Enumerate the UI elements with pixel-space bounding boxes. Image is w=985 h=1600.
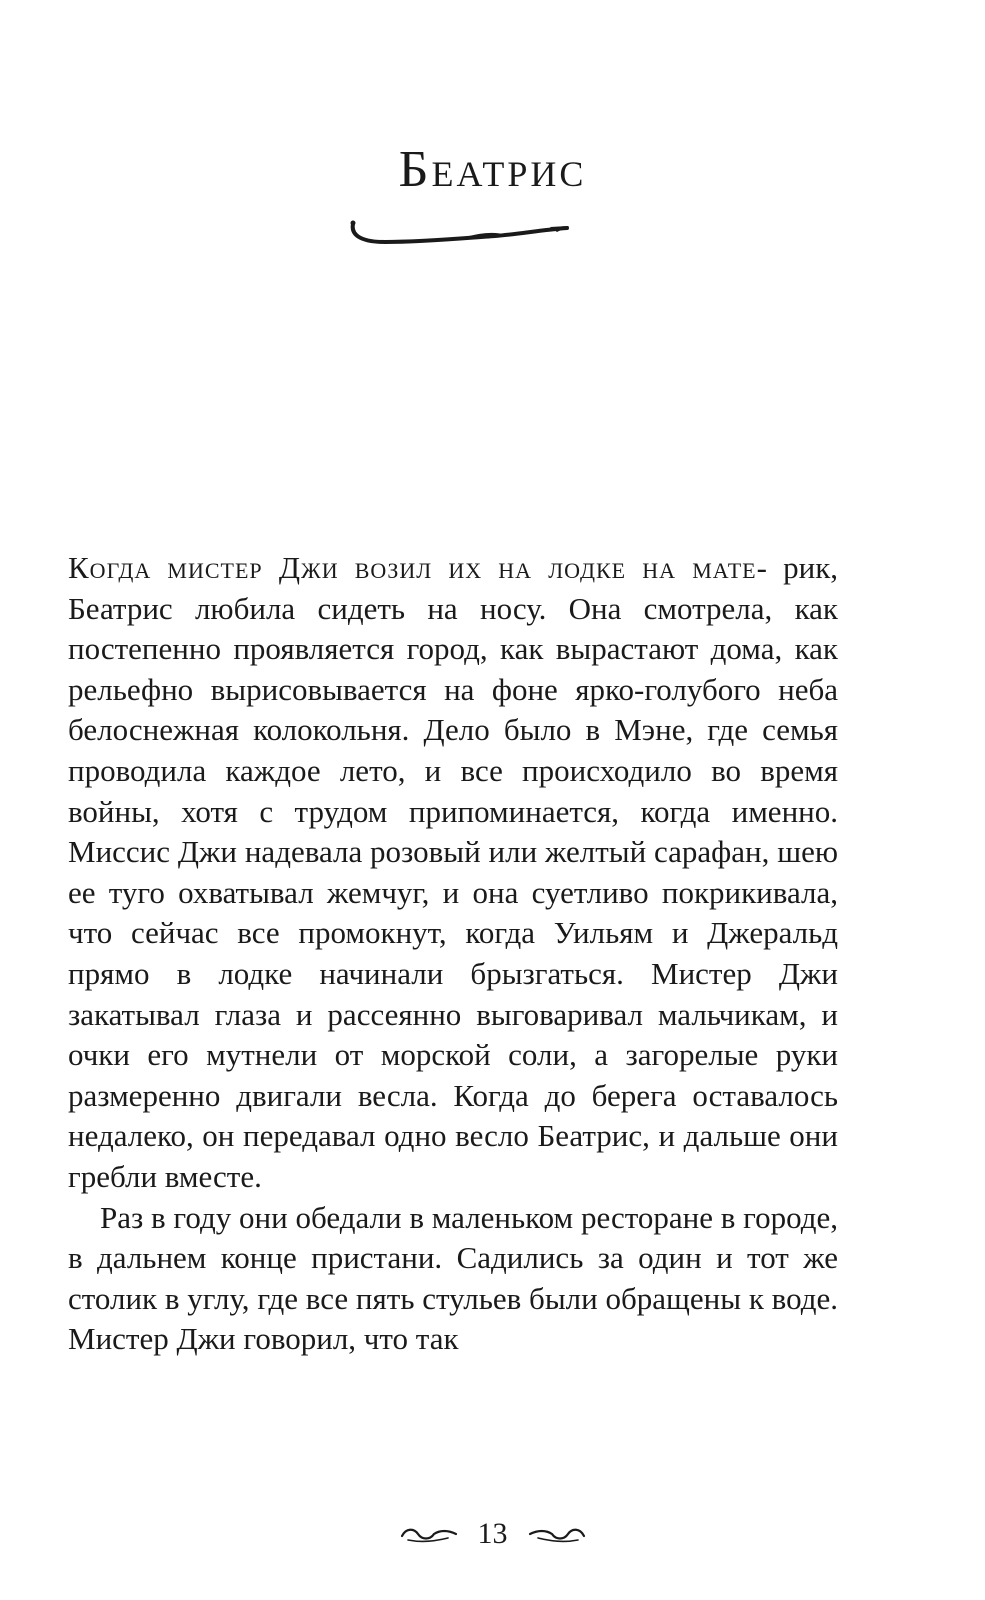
flourish-underline-icon bbox=[345, 212, 575, 252]
page-footer bbox=[0, 1512, 985, 1556]
paragraph: Раз в году они обедали в маленьком ресторане в городе, в дальнем конце пристани. Садились за один и тот же столик в углу, где все пять стульев были обращены к воде. Мистер Джи говорил, что так bbox=[68, 1199, 838, 1357]
chapter-body bbox=[68, 548, 838, 1360]
lead-in-text: Когда мистер Джи возил их на лодке на мате- bbox=[68, 550, 768, 585]
chapter-title: Беатрис bbox=[398, 141, 587, 198]
wave-ornament-right-icon bbox=[526, 1522, 588, 1546]
wave-ornament-left-icon bbox=[398, 1522, 460, 1546]
paragraph bbox=[68, 548, 838, 1198]
page-number: 13 bbox=[477, 1517, 508, 1550]
paragraph-text: рик, Беатрис любила сидеть на носу. Она смотрела, как постепенно проявляется город, как вырастают дома, как рельефно вырисовывается на фоне ярко-голубого неба белоснежная колокольня. Дело было в Мэне, где семья проводила каждое лето, и все происходило во время войны, хотя с трудом припоминается, когда именно. Миссис Джи надевала розовый или желтый сарафан, шею ее туго охватывал жемчуг, и она суетливо покрикивала, что сейчас все промокнут, когда Уильям и Джеральд прямо в лодке начинали брызгаться. Мистер Джи закатывал глаза и рассеянно выговаривал мальчикам, и очки его мутнели от морской соли, а загорелые руки размеренно двигали весла. Когда до берега оставалось недалеко, он передавал одно весло Беатрис, и дальше они гребли вместе. bbox=[68, 550, 839, 1194]
